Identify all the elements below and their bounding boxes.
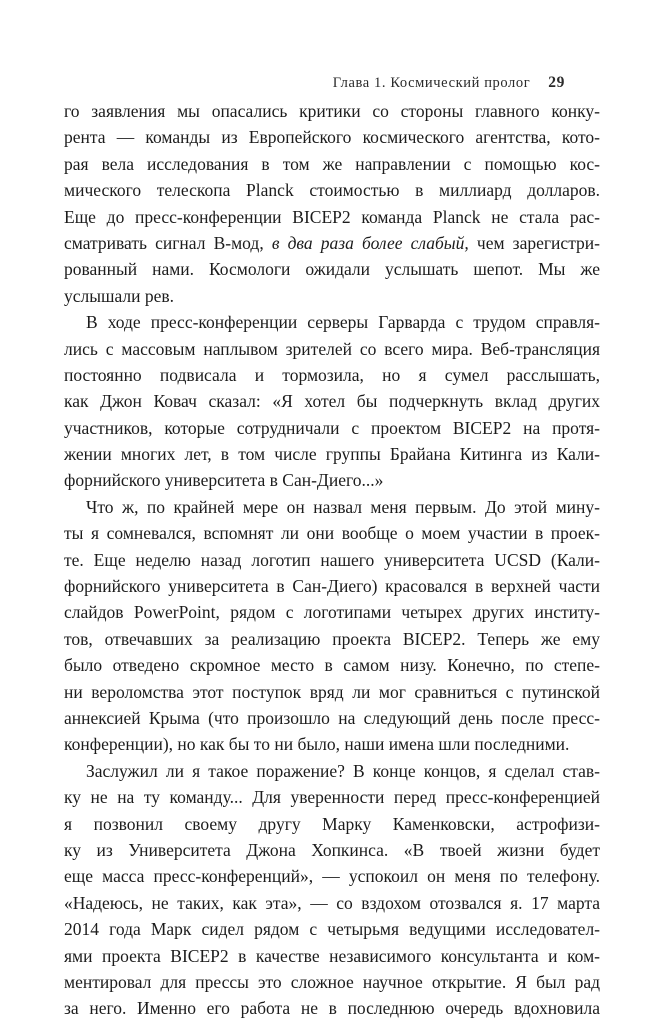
- text-line: было отведено скромное место в самом низу. Конечно, по степе-: [64, 655, 600, 676]
- text-line: конференции), но как бы то ни было, наши имена шли последними.: [64, 734, 570, 755]
- text-line: ку не на ту команду... Для уверенности перед пресс-конференцией: [64, 787, 600, 808]
- text-line: слайдов PowerPoint, рядом с логотипами четырех других институ-: [64, 602, 600, 623]
- text-line: форнийского университета в Сан-Диего) красовался в верхней части: [64, 576, 600, 597]
- body-text: [64, 98, 600, 1022]
- text-line: как Джон Ковач сказал: «Я хотел бы подчеркнуть вклад других: [64, 391, 600, 412]
- text-line: го заявления мы опасались критики со стороны главного конку-: [64, 101, 600, 121]
- text-line: Заслужил ли я такое поражение? В конце концов, я сделал став-: [86, 760, 600, 781]
- text-line: Что ж, по крайней мере он назвал меня первым. До этой мину-: [86, 496, 600, 517]
- text-line: аннексией Крыма (что произошло на следующий день после пресс-: [64, 707, 600, 728]
- text-line: услышали рев.: [64, 285, 175, 306]
- text-line: постоянно подвисала и тормозила, но я сумел расслышать,: [64, 364, 600, 385]
- text-line: «Надеюсь, не таких, как эта», — со вздохом отозвался я. 17 марта: [64, 892, 600, 913]
- text-line: ты я сомневался, вспомнят ли они вообще о моем участии в проек-: [64, 523, 600, 544]
- text-line: за него. Именно его работа не в последнюю очередь вдохновила: [64, 998, 600, 1019]
- text-line: сматривать сигнал B-мод, в два раза более слабый, чем зарегистри-: [64, 232, 600, 253]
- running-header: [333, 74, 565, 92]
- text-line: ку из Университета Джона Хопкинса. «В твоей жизни будет: [64, 839, 600, 860]
- chapter-title: Глава 1. Космический пролог: [332, 75, 531, 91]
- text-line: рованный нами. Космологи ожидали услышать шепот. Мы же: [64, 259, 600, 280]
- text-line: я позвонил своему другу Марку Каменковски, астрофизи-: [64, 813, 600, 834]
- text-line: Еще до пресс-конференции BICEP2 команда Planck не стала рас-: [64, 206, 600, 227]
- text-line: тов, отвечавших за реализацию проекта BICEP2. Теперь же ему: [64, 628, 600, 649]
- text-line: те. Еще неделю назад логотип нашего университета UCSD (Кали-: [64, 549, 600, 570]
- text-line: рая вела исследования в том же направлении с помощью кос-: [64, 153, 600, 174]
- emphasis: в два раза более слабый,: [271, 232, 469, 253]
- text-line: ментировал для прессы это сложное научное открытие. Я был рад: [64, 971, 600, 992]
- text-line: В ходе пресс-конференции серверы Гарварда с трудом справля-: [86, 312, 600, 333]
- text-line: участников, которые сотрудничали с проектом BICEP2 на протя-: [64, 417, 600, 438]
- text-line: рента — команды из Европейского космического агентства, кото-: [64, 127, 600, 148]
- page-number: 29: [548, 74, 565, 91]
- text-line: еще масса пресс-конференций», — успокоил он меня по телефону.: [64, 866, 600, 887]
- text-line: ни вероломства этот поступок вряд ли мог сравниться с путинской: [64, 681, 600, 702]
- text-line: лись с массовым наплывом зрителей со всего мира. Веб-трансляция: [64, 338, 600, 359]
- text-line: мического телескопа Planck стоимостью в миллиард долларов.: [64, 180, 600, 201]
- text-line: жении многих лет, в том числе группы Брайана Китинга из Кали-: [64, 444, 600, 465]
- text-line: ями проекта BICEP2 в качестве независимого консультанта и ком-: [64, 945, 600, 966]
- text-line: 2014 года Марк сидел рядом с четырьмя ведущими исследовател-: [64, 919, 600, 940]
- text-line: форнийского университета в Сан-Диего...»: [64, 470, 384, 491]
